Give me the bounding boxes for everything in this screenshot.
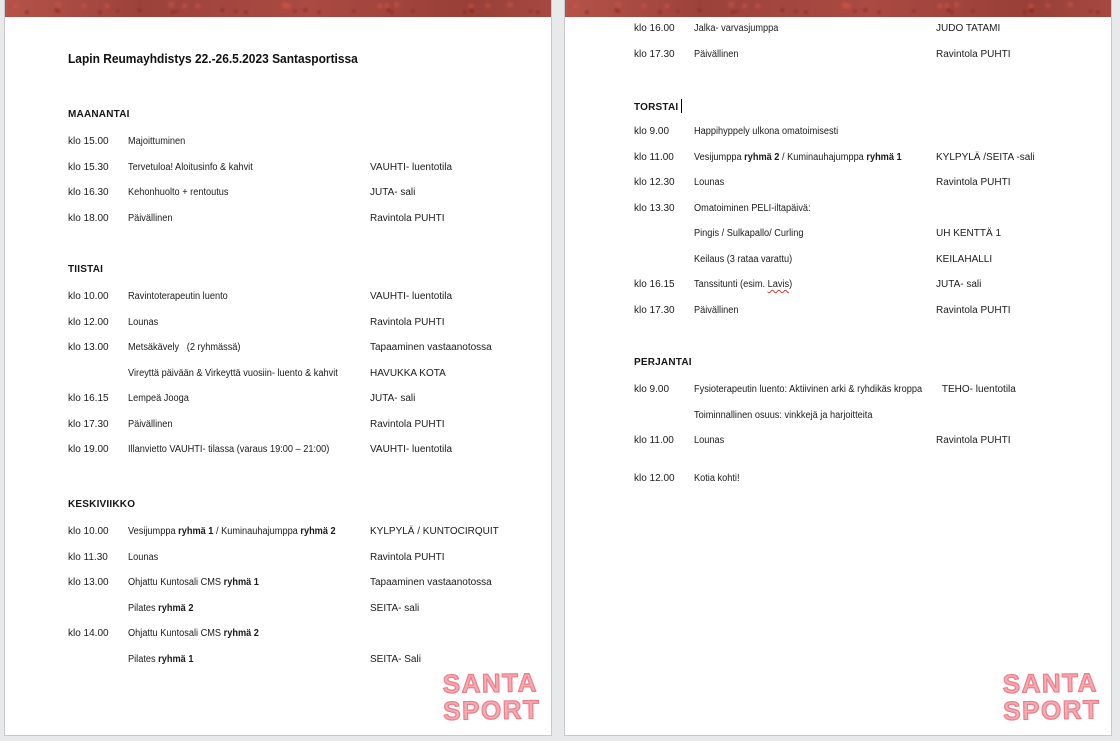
activity-label [128, 602, 370, 628]
text-run: Toiminnallinen osuus: vinkkejä ja harjoitteita [694, 409, 873, 421]
day-header [634, 357, 1111, 383]
day-section-maanantai [5, 109, 551, 237]
text-run: Omatoiminen PELI-iltapäivä: [694, 202, 811, 214]
bold-text-run: ryhmä 2 [158, 602, 194, 614]
day-header-text: KESKIVIIKKO [68, 499, 136, 510]
logo-line-2: SPORT [442, 694, 541, 726]
activity-label [694, 278, 936, 304]
activity-label [694, 434, 936, 460]
departure-row [565, 472, 1111, 498]
activity-label [694, 409, 936, 435]
schedule-row [68, 551, 551, 577]
bold-text-run: ryhmä 2 [300, 526, 336, 537]
text-run: Ravintoterapeutin luento [128, 291, 228, 302]
text-run: Lounas [128, 551, 159, 563]
location-label: Ravintola PUHTI [370, 316, 445, 328]
text-run: Päivällinen [694, 48, 739, 60]
time-label: klo 16.15 [634, 279, 675, 290]
schedule-row [68, 186, 551, 212]
activity-label [128, 316, 370, 342]
location-label: JUTA- sali [370, 187, 416, 198]
text-run: Fysioterapeutin luento: Aktiivinen arki & ryhdikäs kroppa [694, 384, 923, 395]
location-label: Ravintola PUHTI [370, 212, 445, 224]
activity-label [694, 253, 936, 279]
day-header [68, 264, 551, 290]
schedule-row [634, 253, 1111, 279]
day-section-perjantai [565, 357, 1111, 460]
activity-label [128, 418, 370, 444]
activity-label [128, 392, 370, 418]
time-label [68, 367, 128, 393]
schedule-row [634, 409, 1111, 435]
activity-label [128, 367, 370, 393]
activity-label [128, 525, 370, 551]
location-label: VAUHTI- luentotila [370, 444, 453, 455]
logo-line-2: SPORT [1002, 694, 1101, 726]
time-label [68, 653, 128, 679]
text-run: Lounas [694, 435, 725, 446]
schedule-row [68, 367, 551, 393]
day-header [68, 109, 551, 135]
schedule-row [68, 576, 551, 602]
location-label: KEILAHALLI [936, 253, 993, 265]
activity-label [694, 176, 936, 202]
page-title-text: Lapin Reumayhdistys 22.-26.5.2023 Santasportissa [68, 51, 358, 66]
activity-label [128, 186, 370, 212]
text-cursor [681, 99, 682, 113]
bold-text-run: ryhmä 1 [178, 526, 214, 537]
text-run: / Kuminauhajumppa [779, 151, 867, 163]
day-section-keskiviikko [5, 499, 551, 678]
header-image [5, 0, 551, 17]
text-run: Vireyttä päivään & Virkeyttä vuosiin- luento & kahvit [128, 367, 338, 379]
header-image [565, 0, 1111, 17]
text-run: Keilaus (3 rataa varattu) [694, 253, 793, 265]
location-label: Ravintola PUHTI [936, 177, 1011, 188]
schedule-row [68, 290, 551, 316]
schedule-row [68, 602, 551, 628]
schedule-row [634, 472, 1111, 498]
activity-label [128, 551, 370, 577]
text-run: Päivällinen [128, 418, 173, 430]
text-run: Tervetuloa! Aloitusinfo & kahvit [128, 161, 253, 173]
location-label [936, 202, 1111, 228]
schedule-row [634, 383, 1111, 409]
location-label: UH KENTTÄ 1 [936, 228, 1002, 239]
day-header-text: TIISTAI [68, 264, 104, 275]
time-label: klo 11.00 [634, 435, 674, 446]
time-label: klo 13.00 [68, 342, 109, 353]
time-label: klo 15.30 [68, 161, 109, 173]
time-label: klo 15.00 [68, 136, 109, 147]
schedule-row [68, 161, 551, 187]
location-label: KYLPYLÄ / KUNTOCIRQUIT [370, 526, 499, 537]
misspelled-word: Lavis [767, 279, 790, 290]
location-label: Tapaaminen vastaanotossa [370, 342, 492, 353]
activity-label [694, 202, 936, 228]
activity-label [128, 161, 370, 187]
text-run: Ohjattu Kuntosali CMS [128, 577, 224, 588]
activity-label [694, 227, 936, 253]
schedule-row [68, 627, 551, 653]
time-label: klo 17.30 [68, 418, 109, 430]
time-label: klo 16.00 [634, 23, 675, 34]
time-label: klo 16.15 [68, 393, 109, 404]
activity-label [694, 151, 936, 177]
activity-label [128, 443, 370, 469]
schedule-row [68, 525, 551, 551]
location-label: Ravintola PUHTI [370, 551, 445, 563]
location-label: Ravintola PUHTI [936, 304, 1011, 316]
schedule-row [634, 434, 1111, 460]
text-run: Pilates [128, 602, 159, 614]
bold-text-run: ryhmä 1 [866, 151, 902, 163]
text-run: Vesijumppa [128, 526, 179, 537]
time-label: klo 12.00 [634, 473, 675, 484]
text-run: Lounas [128, 316, 159, 328]
time-label: klo 16.30 [68, 187, 109, 198]
location-label [936, 125, 1111, 151]
activity-label [694, 383, 942, 409]
activity-label [128, 212, 370, 238]
time-label: klo 10.00 [68, 291, 109, 302]
location-label [936, 472, 1111, 498]
time-label: klo 18.00 [68, 212, 109, 224]
time-label: klo 9.00 [634, 126, 670, 137]
text-run: Vesijumppa [694, 151, 745, 163]
day-header-text: MAANANTAI [68, 109, 130, 120]
day-header-text: PERJANTAI [634, 357, 692, 368]
schedule-row [634, 125, 1111, 151]
text-run: Illanvietto VAUHTI- tilassa (varaus 19:00 – 21:00) [128, 444, 330, 455]
activity-label [128, 135, 370, 161]
logo-line-1: SANTA [442, 667, 539, 699]
text-run: Lempeä Jooga [128, 393, 189, 404]
text-run: ) [789, 279, 793, 290]
schedule-row [68, 212, 551, 238]
location-label: VAUHTI- luentotila [370, 161, 453, 173]
text-run: Pilates [128, 653, 159, 665]
time-label: klo 12.00 [68, 316, 109, 328]
location-label: JUTA- sali [936, 279, 982, 290]
document-page-left[interactable] [4, 0, 552, 736]
activity-label [694, 472, 936, 498]
activity-label [128, 653, 370, 679]
text-run: Kehonhuolto + rentoutus [128, 187, 229, 198]
schedule-row [634, 48, 1111, 74]
activity-label [694, 48, 936, 74]
time-label: klo 11.00 [634, 151, 674, 163]
schedule-row [68, 418, 551, 444]
time-label: klo 13.00 [68, 577, 109, 588]
time-label: klo 19.00 [68, 444, 109, 455]
schedule-row [68, 316, 551, 342]
text-run: Ohjattu Kuntosali CMS [128, 628, 224, 639]
text-run: Jalka- varvasjumppa [694, 23, 779, 34]
page-title [68, 51, 383, 66]
location-label: TEHO- luentotila [941, 384, 1016, 395]
location-label: JUTA- sali [370, 393, 416, 404]
schedule-row [634, 22, 1111, 48]
location-label: Ravintola PUHTI [936, 435, 1011, 446]
location-label: Tapaaminen vastaanotossa [370, 577, 492, 588]
time-label: klo 12.30 [634, 177, 675, 188]
activity-label [128, 341, 370, 367]
day-header [68, 499, 551, 525]
activity-label [128, 627, 370, 653]
day-section-tiistai [5, 264, 551, 469]
text-run: Kotia kohti! [694, 473, 740, 484]
location-label: SEITA- Sali [370, 653, 421, 665]
schedule-row [68, 392, 551, 418]
text-run: Päivällinen [128, 212, 173, 224]
time-label: klo 13.30 [634, 202, 675, 214]
day-section-torstai [565, 99, 1111, 329]
activity-label [694, 125, 936, 151]
text-run: Päivällinen [694, 304, 739, 316]
text-run: Majoittuminen [128, 136, 186, 147]
location-label [370, 135, 551, 161]
schedule-row [68, 341, 551, 367]
day-header [634, 99, 1111, 125]
time-label: klo 10.00 [68, 526, 109, 537]
location-label: HAVUKKA KOTA [370, 367, 446, 379]
activity-label [128, 290, 370, 316]
bold-text-run: ryhmä 2 [223, 628, 259, 639]
carryover-rows [565, 22, 1111, 73]
schedule-row [634, 151, 1111, 177]
text-run: Tanssitunti (esim. [694, 279, 768, 290]
location-label: JUDO TATAMI [936, 23, 1001, 34]
location-label [370, 627, 551, 653]
location-label: Ravintola PUHTI [370, 418, 445, 430]
schedule-row [68, 443, 551, 469]
text-run: / Kuminauhajumppa [213, 526, 301, 537]
location-label: SEITA- sali [370, 602, 420, 614]
location-label: KYLPYLÄ /SEITA -sali [936, 151, 1035, 163]
activity-label [128, 576, 370, 602]
activity-label [694, 22, 936, 48]
santasport-logo [443, 669, 544, 725]
schedule-row [68, 135, 551, 161]
schedule-row [634, 176, 1111, 202]
schedule-row [634, 227, 1111, 253]
schedule-row [634, 304, 1111, 330]
text-run: Happihyppely ulkona omatoimisesti [694, 126, 839, 137]
bold-text-run: ryhmä 1 [158, 653, 194, 665]
time-label: klo 17.30 [634, 48, 675, 60]
text-run: Lounas [694, 177, 725, 188]
time-label: klo 9.00 [634, 384, 670, 395]
santasport-logo [1003, 669, 1104, 725]
location-label: Ravintola PUHTI [936, 48, 1011, 60]
bold-text-run: ryhmä 1 [223, 577, 259, 588]
time-label [634, 227, 694, 253]
time-label [634, 409, 694, 435]
logo-line-1: SANTA [1002, 667, 1099, 699]
location-label [936, 409, 1111, 435]
location-label: VAUHTI- luentotila [370, 291, 453, 302]
time-label [68, 602, 128, 628]
document-page-right[interactable] [564, 0, 1112, 736]
schedule-row [634, 278, 1111, 304]
bold-text-run: ryhmä 2 [744, 151, 780, 163]
time-label [634, 253, 694, 279]
schedule-row [634, 202, 1111, 228]
text-run: Pingis / Sulkapallo/ Curling [694, 228, 804, 239]
activity-label [694, 304, 936, 330]
time-label: klo 14.00 [68, 628, 109, 639]
time-label: klo 17.30 [634, 304, 675, 316]
text-run: Metsäkävely (2 ryhmässä) [128, 342, 241, 353]
day-header-text: TORSTAI [634, 102, 679, 113]
time-label: klo 11.30 [68, 551, 108, 563]
